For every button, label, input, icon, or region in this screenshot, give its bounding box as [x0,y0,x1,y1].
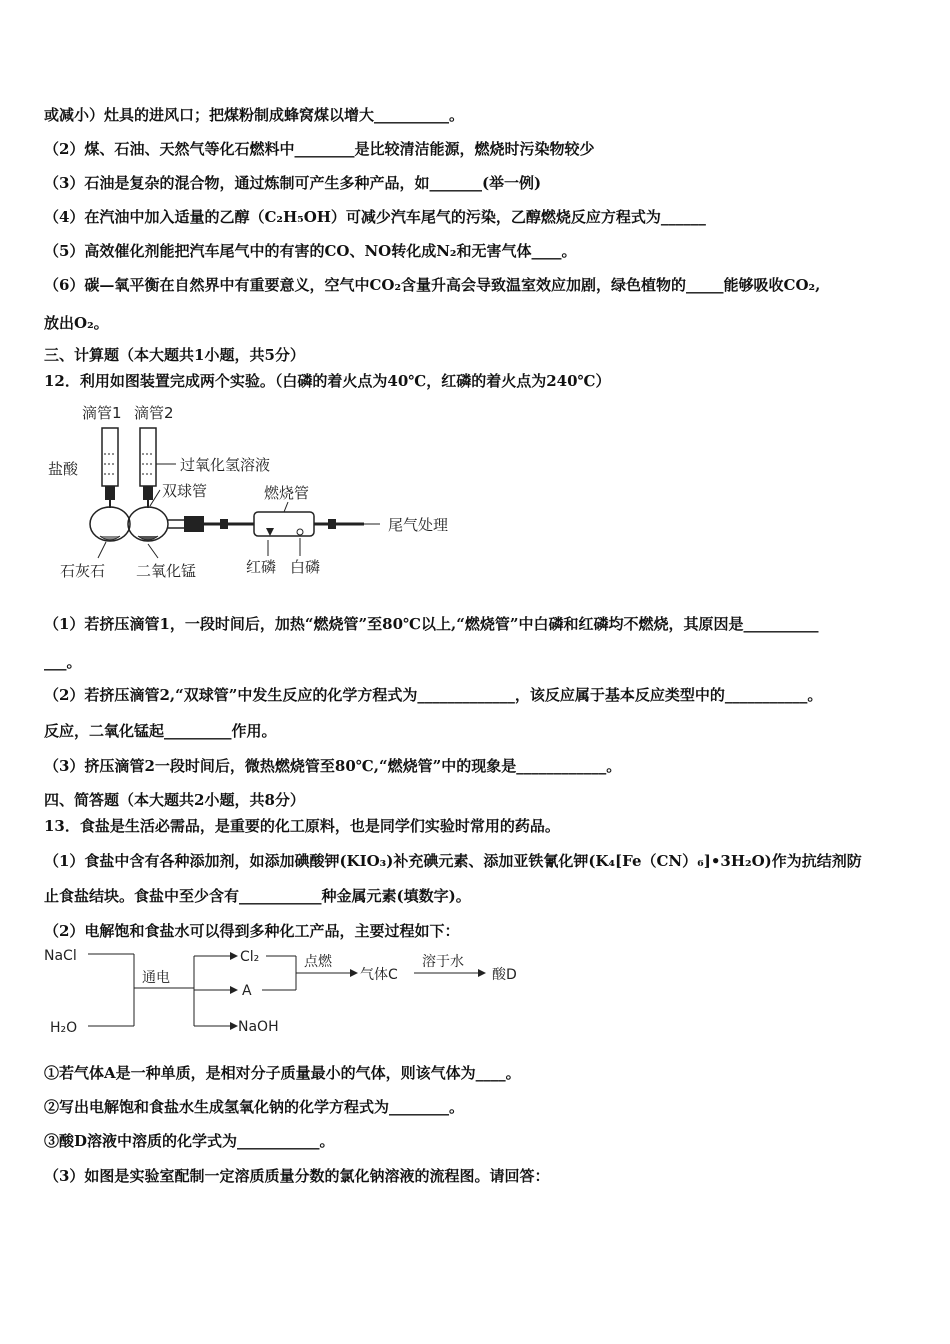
question-12-3: （3）挤压滴管2一段时间后，微热燃烧管至80℃,“燃烧管”中的现象是____________。 [44,757,622,775]
question-11-2: （2）煤、石油、天然气等化石燃料中________是比较清洁能源，燃烧时污染物较少 [44,140,595,158]
flow-naoh: NaOH [238,1019,279,1035]
question-13: 13．食盐是生活必需品，是重要的化工原料，也是同学们实验时常用的药品。 [44,817,560,835]
text-line: 止食盐结块。食盐中至少含有___________种金属元素(填数字)。 [44,887,471,905]
question-11-6: （6）碳—氧平衡在自然界中有重要意义，空气中CO₂含量升高会导致温室效应加剧，绿色植物的_____能够吸收CO₂, [44,276,821,294]
section-heading-3: 三、计算题（本大题共1小题，共5分） [44,346,305,364]
dropper1-bulb [105,486,115,500]
question-12-2: （2）若挤压滴管2,“双球管”中发生反应的化学方程式为_____________，该反应属于基本反应类型中的___________。 [44,686,823,704]
flow-a: A [242,983,252,999]
label-red-p: 红磷 [246,558,277,576]
label-dropper2: 滴管2 [134,404,174,422]
sub-question-1: ①若气体A是一种单质，是相对分子质量最小的气体，则该气体为____。 [44,1064,521,1082]
dropper2-tube [140,428,156,486]
question-12: 12．利用如图装置完成两个实验。（白磷的着火点为40℃，红磷的着火点为240℃） [44,372,611,390]
flow-ignite: 点燃 [304,954,332,970]
sub-question-3: ③酸D溶液中溶质的化学式为___________。 [44,1132,335,1150]
flow-cl2: Cl₂ [240,949,260,965]
label-limestone: 石灰石 [60,562,106,580]
question-11-4: （4）在汽油中加入适量的乙醇（C₂H₅OH）可减少汽车尾气的污染，乙醇燃烧反应方程式为______ [44,208,706,226]
burning-tube [254,512,314,536]
question-13-2: （2）电解饱和食盐水可以得到多种化工产品，主要过程如下： [44,922,460,940]
label-dropper1: 滴管1 [82,404,122,422]
question-12-1: （1）若挤压滴管1，一段时间后，加热“燃烧管”至80℃以上,“燃烧管”中白磷和红磷均不燃烧，其原因是__________ [44,615,819,633]
question-13-1: （1）食盐中含有各种添加剂，如添加碘酸钾(KIO₃)补充碘元素、添加亚铁氰化钾(K₄[Fe（CN）₆]•3H₂O)作为抗结剂防 [44,852,862,870]
label-mno2: 二氧化锰 [136,562,197,580]
label-double-bulb: 双球管 [162,482,208,500]
dropper2-bulb [143,486,153,500]
flow-acid-d: 酸D [492,967,517,983]
flow-nacl: NaCl [44,948,77,964]
apparatus-diagram [44,398,464,584]
label-hcl: 盐酸 [48,460,79,478]
text-line: ___。 [44,653,82,671]
flow-h2o: H₂O [50,1020,78,1036]
dropper1-tube [102,428,118,486]
question-11-3: （3）石油是复杂的混合物，通过炼制可产生多种产品，如_______(举一例) [44,174,542,192]
label-exhaust: 尾气处理 [388,516,449,534]
text-line: 或减小）灶具的进风口；把煤粉制成蜂窝煤以增大__________。 [44,106,465,124]
bulb-right [128,507,168,541]
section-heading-4: 四、简答题（本大题共2小题，共8分） [44,791,305,809]
text-line: 放出O₂。 [44,314,109,332]
label-h2o2: 过氧化氢溶液 [180,456,271,474]
electrolysis-flow-diagram [44,944,544,1040]
label-burning-tube: 燃烧管 [264,484,310,502]
flow-gas-c: 气体C [360,967,398,983]
bulb-left [90,507,130,541]
flow-electrolysis: 通电 [142,970,170,986]
text-line: 反应，二氧化锰起_________作用。 [44,722,277,740]
sub-question-2: ②写出电解饱和食盐水生成氢氧化钠的化学方程式为________。 [44,1098,465,1116]
label-white-p: 白磷 [290,558,321,576]
question-13-3: （3）如图是实验室配制一定溶质质量分数的氯化钠溶液的流程图。请回答： [44,1167,550,1185]
flow-dissolve: 溶于水 [422,954,464,970]
question-11-5: （5）高效催化剂能把汽车尾气中的有害的CO、NO转化成N₂和无害气体____。 [44,242,577,260]
stopper [184,516,204,532]
